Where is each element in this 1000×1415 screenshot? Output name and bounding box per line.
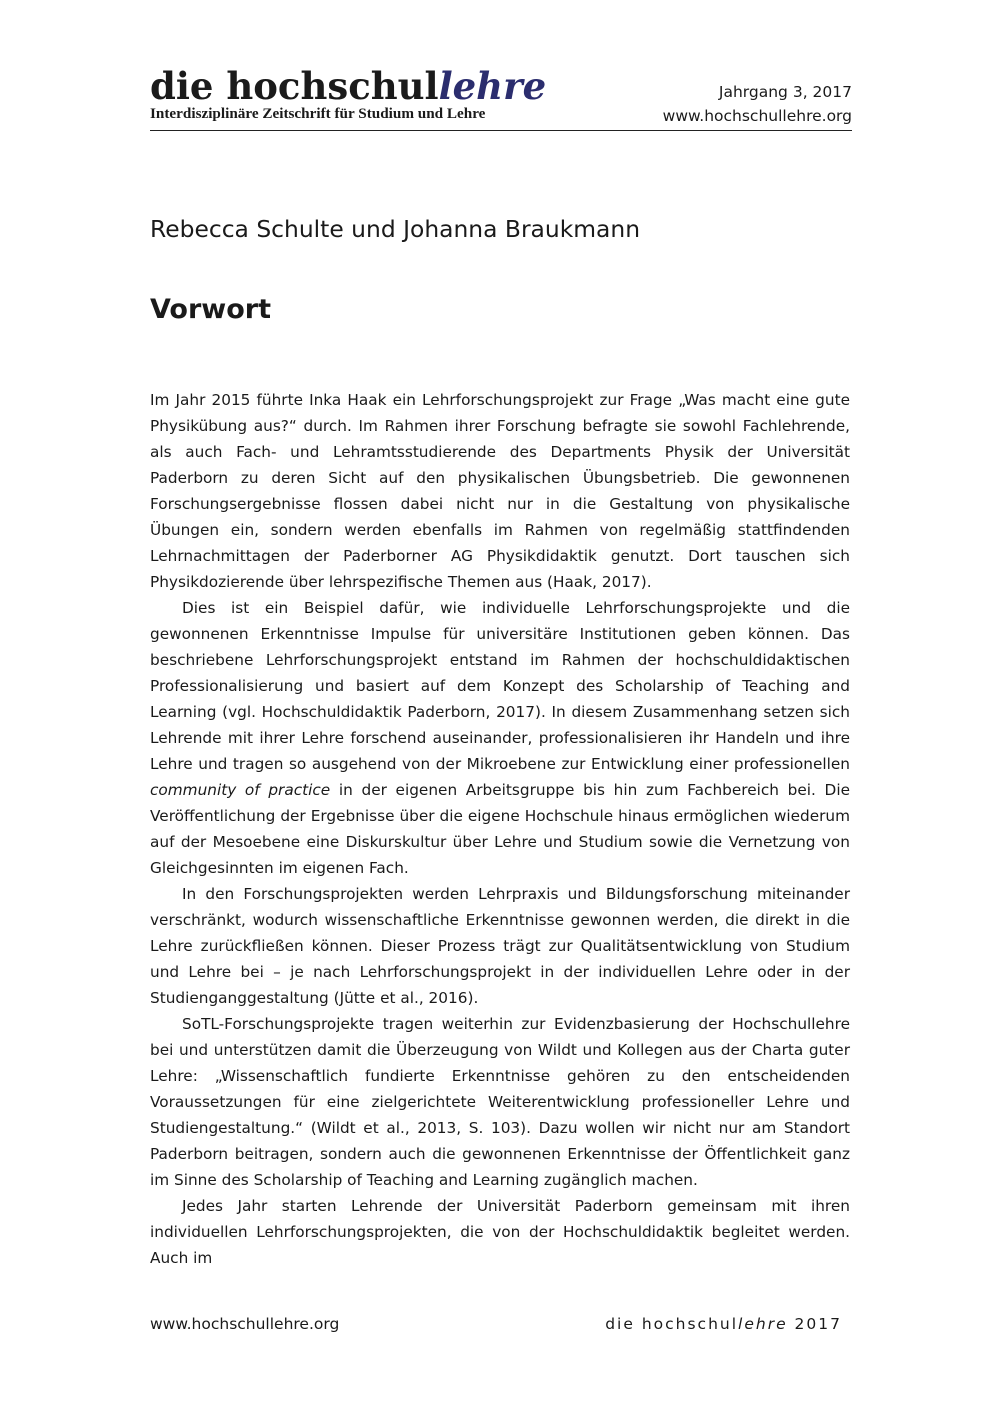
header-divider [150,130,852,131]
footer-journal [605,1313,842,1335]
paragraph-2-italic-term: community of practice [150,781,331,799]
article-authors: Rebecca Schulte und Johanna Braukmann [150,215,641,243]
journal-logo [150,66,546,122]
paragraph-2-start: Dies ist ein Beispiel dafür, wie individuelle Lehrforschungsprojekte und die gewonnenen Erkenntnisse Impulse für universitäre Institutionen geben können. Das beschriebene Lehrforschungsprojekt entstand im Rahmen der hochschuldidaktischen Professionalisierung und basiert auf dem Konzept des Scholarship of Teaching and Learning (vgl. Hochschuldidaktik Paderborn, 2017). In diesem Zusammenhang setzen sich Lehrende mit ihrer Lehre forschend auseinander, professionalisieren ihr Handeln und ihre Lehre und tragen so ausgehend von der Mikroebene zur Entwicklung einer professionellen [150,599,850,773]
paragraph-3: In den Forschungsprojekten werden Lehrpraxis und Bildungsforschung miteinander verschränkt, wodurch wissenschaftliche Erkenntnisse gewonnen werden, die direkt in die Lehre zurückfließen können. Dieser Prozess trägt zur Qualitätsentwicklung von Studium und Lehre bei – je nach Lehrforschungsprojekt in der individuellen Lehre oder in der Studienganggestaltung (Jütte et al., 2016). [150,885,850,1007]
footer-journal-main: die hochschul [605,1315,739,1333]
paragraph-1: Im Jahr 2015 führte Inka Haak ein Lehrforschungsprojekt zur Frage „Was macht eine gute Physikübung aus?“ durch. Im Rahmen ihrer Forschung befragte sie sowohl Fachlehrende, als auch Fach- und Lehramtsstudierende des Departments Physik der Universität Paderborn zu deren Sicht auf den physikalischen Übungsbetrieb. Die gewonnenen Forschungsergebnisse flossen dabei nicht nur in die Gestaltung von physikalische Übungen ein, sondern werden ebenfalls im Rahmen von regelmäßig stattfindenden Lehrnachmittagen der Paderborner AG Physikdidaktik genutzt. Dort tauschen sich Physikdozierende über lehrspezifische Themen aus (Haak, 2017). [150,391,850,591]
journal-name [150,66,546,106]
article-title: Vorwort [150,294,271,325]
article-body [150,387,850,1271]
volume-info: Jahrgang 3, 2017 [718,83,852,101]
footer-journal-emphasis: lehre [738,1315,788,1333]
paragraph-2 [150,595,850,881]
footer-url[interactable]: www.hochschullehre.org [150,1315,340,1333]
journal-name-main: die hochschul [150,64,439,108]
journal-subtitle: Interdisziplinäre Zeitschrift für Studium und Lehre [150,105,486,122]
paragraph-2-end: in der eigenen Arbeitsgruppe bis hin zum Fachbereich bei. Die Veröffentlichung der Ergebnisse über die eigene Hochschule hinaus ermöglichen wiederum auf der Mesoebene eine Diskurskultur über Lehre und Studium sowie die Vernetzung von Gleichgesinnten im eigenen Fach. [150,781,850,877]
footer-year: 2017 [794,1315,842,1333]
paragraph-4: SoTL-Forschungsprojekte tragen weiterhin zur Evidenzbasierung der Hochschullehre bei und unterstützen damit die Überzeugung von Wildt und Kollegen aus der Charta guter Lehre: „Wissenschaftlich fundierte Erkenntnisse gehören zu den entscheidenden Voraussetzungen für eine zielgerichtete Weiterentwicklung professioneller Lehre und Studiengestaltung.“ (Wildt et al., 2013, S. 103). Dazu wollen wir nicht nur am Standort Paderborn beitragen, sondern auch die gewonnenen Erkenntnisse der Öffentlichkeit ganz im Sinne des Scholarship of Teaching and Learning zugänglich machen. [150,1015,850,1189]
journal-name-emphasis: lehre [438,64,547,108]
header-meta [663,80,852,128]
header-url[interactable]: www.hochschullehre.org [662,107,852,125]
paragraph-5: Jedes Jahr starten Lehrende der Universität Paderborn gemeinsam mit ihren individuellen Lehrforschungsprojekten, die von der Hochschuldidaktik begleitet werden. Auch im [150,1197,850,1267]
